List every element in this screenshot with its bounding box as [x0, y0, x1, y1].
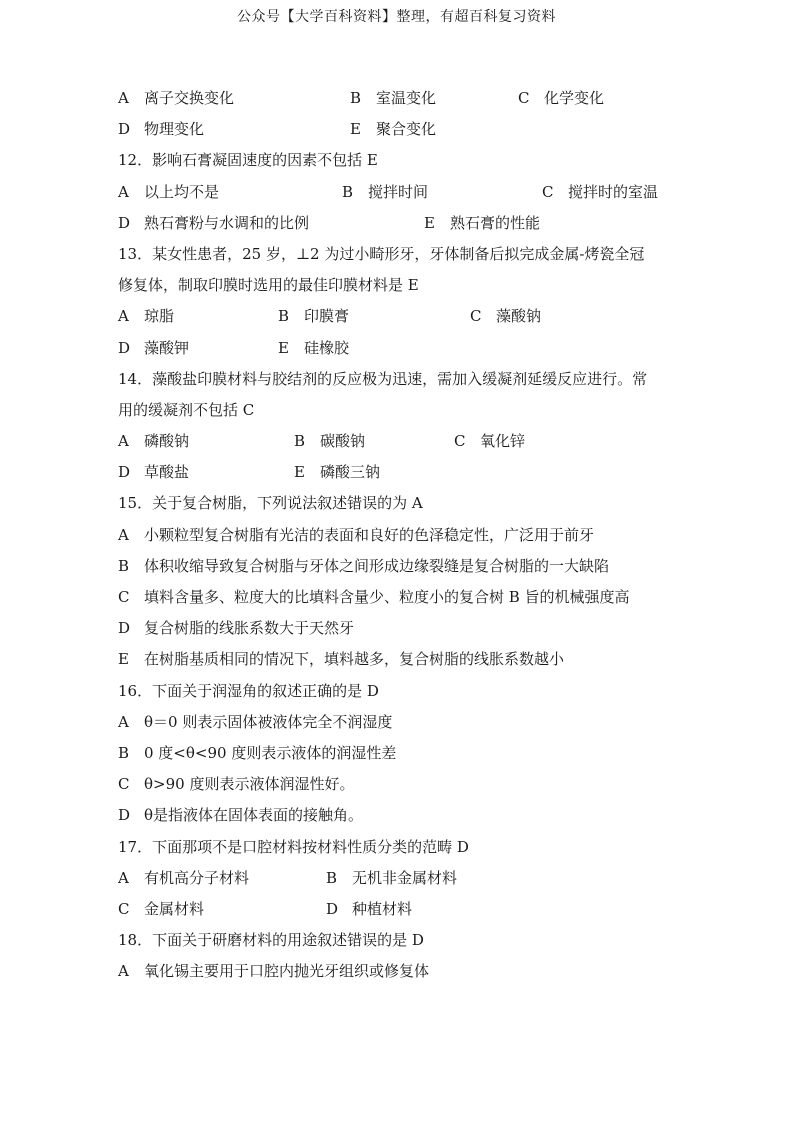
question-stem: 18．下面关于研磨材料的用途叙述错误的是 D	[118, 931, 424, 950]
option-row	[118, 649, 688, 680]
option-letter: A	[118, 182, 129, 201]
option-row	[118, 525, 688, 556]
answer-option	[118, 525, 594, 556]
option-text: 有机高分子材料	[144, 868, 250, 887]
option-letter: D	[326, 899, 339, 918]
question-stem: 13．某女性患者，25 岁，⊥2 为过小畸形牙，牙体制备后拟完成金属-烤瓷全冠	[118, 244, 645, 263]
option-letter: B	[294, 432, 306, 451]
answer-option	[118, 961, 429, 992]
option-text: 氧化锡主要用于口腔内抛光牙组织或修复体	[144, 962, 430, 981]
answer-option	[342, 182, 542, 213]
option-text: 硅橡胶	[304, 338, 350, 357]
option-letter: A	[118, 307, 129, 326]
option-letter: D	[118, 619, 131, 638]
option-letter: C	[118, 899, 130, 918]
answer-option	[278, 306, 470, 337]
option-row	[118, 774, 688, 805]
option-letter: D	[118, 120, 131, 139]
option-row	[118, 431, 688, 462]
answer-option	[118, 649, 564, 680]
answer-option	[118, 899, 326, 930]
option-letter: A	[118, 525, 129, 544]
option-letter: A	[118, 868, 129, 887]
question-stem: 12．影响石膏凝固速度的因素不包括 E	[118, 151, 378, 170]
answer-option	[294, 462, 380, 493]
option-row	[118, 712, 688, 743]
option-text: θ>90 度则表示液体润湿性好。	[144, 775, 355, 794]
question-stem: 用的缓凝剂不包括 C	[118, 400, 255, 419]
option-letter: A	[118, 712, 129, 731]
option-letter: E	[278, 338, 289, 357]
answer-option	[424, 213, 540, 244]
option-letter: B	[118, 743, 130, 762]
answer-option	[118, 868, 326, 899]
answer-option	[454, 431, 525, 462]
option-text: 物理变化	[144, 120, 205, 139]
option-row	[118, 961, 688, 992]
option-text: 种植材料	[352, 899, 413, 918]
option-text: 在树脂基质相同的情况下，填料越多，复合树脂的线胀系数越小	[144, 650, 565, 669]
option-text: 金属材料	[144, 899, 205, 918]
answer-option	[118, 774, 354, 805]
option-letter: C	[518, 89, 530, 107]
answer-option	[118, 306, 278, 337]
option-letter: C	[470, 307, 482, 326]
answer-option	[278, 338, 349, 369]
option-letter: E	[118, 650, 129, 669]
option-row	[118, 618, 688, 649]
question-stem: 15．关于复合树脂，下列说法叙述错误的为 A	[118, 494, 423, 513]
option-text: 熟石膏粉与水调和的比例	[144, 213, 310, 232]
answer-option	[118, 618, 354, 649]
option-row	[118, 213, 688, 244]
option-text: θ＝0 则表示固体被液体完全不润湿度	[144, 712, 393, 731]
option-letter: D	[118, 806, 131, 825]
option-row	[118, 899, 688, 930]
option-text: 离子交换变化	[144, 89, 235, 107]
option-text: 复合树脂的线胀系数大于天然牙	[144, 619, 355, 638]
answer-option	[350, 88, 518, 119]
answer-option	[118, 712, 392, 743]
option-letter: B	[326, 868, 338, 887]
option-letter: C	[118, 775, 130, 794]
answer-option	[326, 868, 457, 899]
question-stem: 17．下面那项不是口腔材料按材料性质分类的范畴 D	[118, 837, 469, 856]
option-row	[118, 119, 688, 150]
option-text: 聚合变化	[376, 120, 437, 139]
option-row	[118, 743, 688, 774]
answer-option	[118, 431, 294, 462]
question-stem: 修复体，制取印膜时选用的最佳印膜材料是 E	[118, 276, 419, 295]
option-text: 熟石膏的性能	[450, 213, 541, 232]
option-letter: C	[118, 588, 130, 606]
option-letter: D	[118, 338, 131, 357]
option-letter: D	[118, 213, 131, 232]
option-row	[118, 338, 688, 369]
option-text: 草酸盐	[144, 463, 190, 482]
option-letter: C	[454, 432, 466, 451]
option-text: 搅拌时间	[368, 182, 429, 201]
answer-option	[118, 88, 350, 119]
option-row	[118, 462, 688, 493]
option-text: 0 度<θ<90 度则表示液体的润湿性差	[144, 743, 397, 762]
question-stem: 16．下面关于润湿角的叙述正确的是 D	[118, 681, 379, 700]
answer-option	[294, 431, 454, 462]
answer-option	[118, 556, 609, 587]
option-row	[118, 182, 688, 213]
option-row	[118, 306, 688, 337]
option-text: 藻酸钾	[144, 338, 190, 357]
option-text: 磷酸三钠	[320, 463, 381, 482]
option-text: 无机非金属材料	[352, 868, 458, 887]
answer-option	[542, 182, 658, 213]
answer-option	[350, 119, 436, 150]
option-text: 小颗粒型复合树脂有光洁的表面和良好的色泽稳定性，广泛用于前牙	[144, 525, 595, 544]
answer-option	[118, 213, 424, 244]
question-content	[118, 88, 688, 992]
answer-option	[326, 899, 412, 930]
option-text: 琼脂	[144, 307, 175, 326]
option-row	[118, 868, 688, 899]
answer-option	[118, 743, 396, 774]
answer-option	[470, 306, 541, 337]
option-text: 磷酸钠	[144, 432, 190, 451]
option-text: 藻酸钠	[496, 307, 542, 326]
option-text: 搅拌时的室温	[568, 182, 659, 201]
option-row	[118, 556, 688, 587]
option-row	[118, 587, 688, 618]
answer-option	[118, 182, 342, 213]
option-letter: D	[118, 463, 131, 482]
answer-option	[118, 462, 294, 493]
option-text: θ是指液体在固体表面的接触角。	[144, 806, 364, 825]
answer-option	[118, 805, 363, 836]
option-text: 氧化锌	[480, 432, 526, 451]
answer-option	[118, 587, 630, 618]
option-letter: E	[350, 120, 361, 139]
answer-option	[518, 88, 604, 119]
option-letter: A	[118, 89, 129, 107]
option-letter: A	[118, 432, 129, 451]
option-letter: E	[424, 213, 435, 232]
option-row	[118, 88, 688, 119]
option-letter: B	[342, 182, 354, 201]
option-letter: B	[350, 89, 362, 107]
option-letter: E	[294, 463, 305, 482]
option-text: 体积收缩导致复合树脂与牙体之间形成边缘裂缝是复合树脂的一大缺陷	[144, 556, 610, 575]
question-stem: 14．藻酸盐印膜材料与胶结剂的反应极为迅速，需加入缓凝剂延缓反应进行。常	[118, 369, 648, 388]
option-text: 室温变化	[376, 89, 437, 107]
option-letter: B	[278, 307, 290, 326]
option-text: 填料含量多、粒度大的比填料含量少、粒度小的复合树 B 旨的机械强度高	[144, 588, 630, 606]
option-letter: A	[118, 962, 129, 981]
page-header: 公众号【大学百科资料】整理，有超百科复习资料	[237, 9, 556, 25]
option-row	[118, 805, 688, 836]
answer-option	[118, 119, 350, 150]
option-letter: B	[118, 556, 130, 575]
option-text: 化学变化	[544, 89, 605, 107]
option-text: 碳酸钠	[320, 432, 366, 451]
option-text: 以上均不是	[144, 182, 220, 201]
option-letter: C	[542, 182, 554, 201]
answer-option	[118, 338, 278, 369]
option-text: 印膜膏	[304, 307, 350, 326]
